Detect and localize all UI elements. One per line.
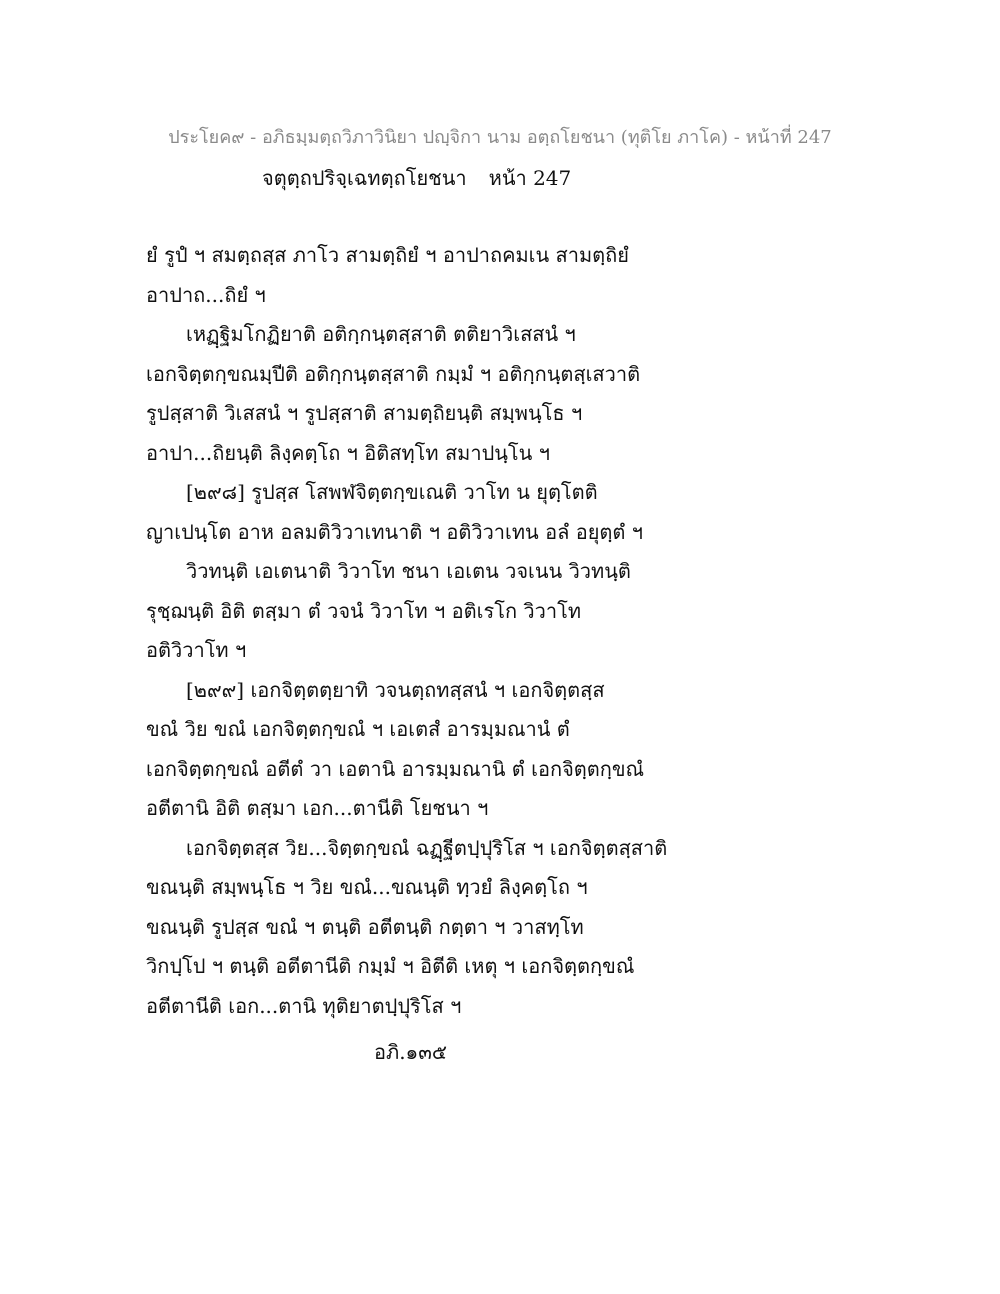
footer-page-code: อภิ.๑๓๕ [374,1040,448,1064]
page-number-label: หน้า 247 [488,166,572,190]
text-line: ขณนฺติ รูปสฺส ขณํ ฯ ตนฺติ อตีตนฺติ กตฺตา ฯ วาสทฺโท [146,914,584,939]
text-line: ขณนฺติ สมฺพนฺโธ ฯ วิย ขณํ...ขณนฺติ ทฺวยํ ลิงฺคตฺโถ ฯ [146,875,588,899]
text-line: อตีตานิ อิติ ตสฺมา เอก...ตานีติ โยชนา ฯ [146,796,489,820]
text-line: อตีตานีติ เอก...ตานิ ทุติยาตปฺปุริโส ฯ [146,993,462,1018]
text-line: [๒๙๘] รูปสฺส โสพฬจิตฺตกฺขเณติ วาโท น ยุตฺโตติ [186,480,598,504]
text-line: เหฏฺฐิมโกฏิยาติ อติกฺกนฺตสฺสาติ ตติยาวิเสสนํ ฯ [186,322,576,346]
section-title [262,162,571,194]
text-line: [๒๙๙] เอกจิตฺตตฺยาทิ วจนตฺถทสฺสนํ ฯ เอกจิตฺตสฺส [186,677,605,702]
text-line: วิกปฺโป ฯ ตนฺติ อตีตานีติ กมฺมํ ฯ อิตีติ เหตุ ฯ เอกจิตฺตกฺขณํ [146,954,635,978]
text-line: ขณํ วิย ขณํ เอกจิตฺตกฺขณํ ฯ เอเตสํ อารมฺมณานํ ตํ [146,717,570,741]
text-line: เอกจิตฺตสฺส วิย...จิตฺตกฺขณํ ฉฏฺฐีตปฺปุริโส ฯ เอกจิตฺตสฺสาติ [186,835,668,860]
text-line: ญาเปนฺโต อาห อลมติวิวาเทนาติ ฯ อติวิวาเทน อลํ อยุตฺตํ ฯ [146,519,643,544]
text-line: รุชฺฌนฺติ อิติ ตสฺมา ตํ วจนํ วิวาโท ฯ อติเรโก วิวาโท [146,598,582,623]
text-line: เอกจิตฺตกฺขณํ อตีตํ วา เอตานิ อารมฺมณานิ ตํ เอกจิตฺตกฺขณํ [146,756,645,781]
text-line: อติวิวาโท ฯ [146,638,247,662]
text-line: ยํ รูปํ ฯ สมตฺถสฺส ภาโว สามตฺถิยํ ฯ อาปาถคมเน สามตฺถิยํ [146,243,629,267]
text-line: วิวทนฺติ เอเตนาติ วิวาโท ชนา เอเตน วจเนน วิวทนฺติ [186,559,631,583]
text-line: รูปสฺสาติ วิเสสนํ ฯ รูปสฺสาติ สามตฺถิยนฺติ สมฺพนฺโธ ฯ [146,401,583,425]
section-title-text: จตุตฺถปริจฺเฉทตฺถโยชนา [262,166,467,190]
text-line: อาปาถ...ถิยํ ฯ [146,282,266,307]
text-line: เอกจิตฺตกฺขณมฺปีติ อติกฺกนฺตสฺสาติ กมฺมํ ฯ อติกฺกนฺตสฺเสวาติ [146,361,641,386]
body-text [146,236,866,1026]
running-header: ประโยค๙ - อภิธมฺมตฺถวิภาวินิยา ปญฺจิกา นาม อตฺถโยชนา (ทุติโย ภาโค) - หน้าที่ 247 [168,127,832,148]
text-line: อาปา...ถิยนฺติ ลิงฺคตฺโถ ฯ อิติสทฺโท สมาปนฺโน ฯ [146,440,550,465]
